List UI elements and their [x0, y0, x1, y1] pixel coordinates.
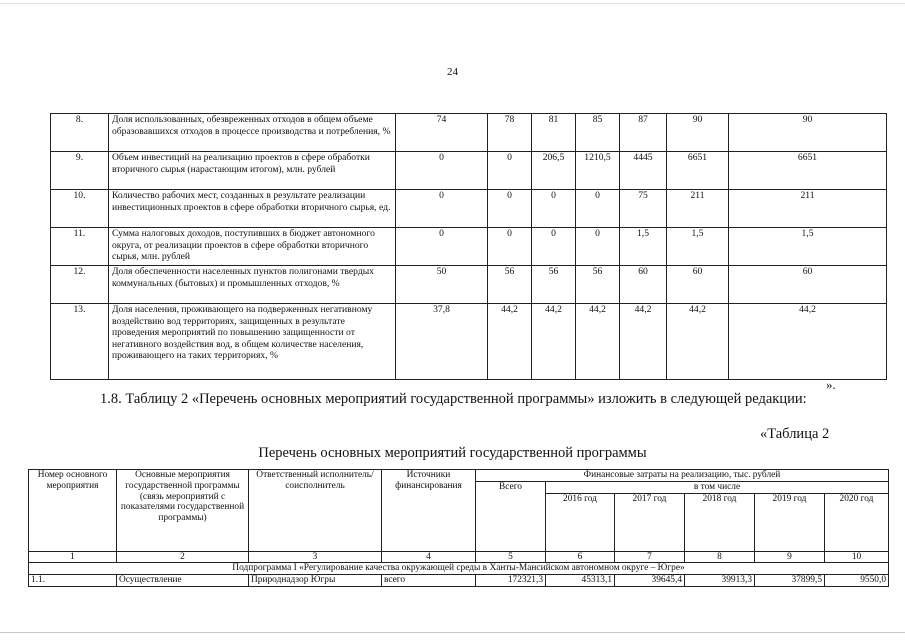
row-number: 9.: [51, 152, 109, 190]
amendment-paragraph: 1.8. Таблицу 2 «Перечень основных мероприятий государственной программы» изложить в следующей редакции:: [100, 391, 807, 407]
top-scan-edge: [0, 3, 905, 4]
table-row: [51, 190, 887, 228]
closing-quote: ».: [826, 377, 836, 392]
header-including: в том числе: [546, 481, 889, 493]
indicator-description: Доля обеспеченности населенных пунктов полигонами твердых коммунальных (бытовых) и промышленных отходов, %: [109, 266, 396, 304]
indicator-value: 0: [532, 190, 576, 228]
header-financial: Финансовые затраты на реализацию, тыс. рублей: [476, 470, 889, 482]
indicator-value: 1210,5: [576, 152, 620, 190]
indicator-value: 1,5: [620, 228, 667, 266]
indicator-value: 1,5: [667, 228, 729, 266]
activity-source: всего: [382, 575, 476, 587]
indicator-value: 44,2: [667, 304, 729, 380]
value-2018: 39913,3: [685, 575, 755, 587]
table-row: [51, 304, 887, 380]
header-year: 2016 год: [546, 493, 615, 551]
table-row: [29, 575, 889, 587]
indicator-value: 56: [576, 266, 620, 304]
indicator-value: 206,5: [532, 152, 576, 190]
column-number: 1: [29, 551, 117, 563]
row-number: 10.: [51, 190, 109, 228]
subprogram-title: Подпрограмма I «Регулирование качества окружающей среды в Ханты-Мансийском автономном округе – Югре»: [29, 563, 889, 575]
header-sources: Источники финансирования: [382, 470, 476, 552]
indicator-value: 44,2: [488, 304, 532, 380]
row-number: 12.: [51, 266, 109, 304]
indicator-value: 1,5: [729, 228, 887, 266]
header-year: 2018 год: [685, 493, 755, 551]
indicator-value: 211: [667, 190, 729, 228]
row-number: 8.: [51, 114, 109, 152]
indicator-value: 78: [488, 114, 532, 152]
indicator-value: 44,2: [532, 304, 576, 380]
activity-number: 1.1.: [29, 575, 117, 587]
bottom-scan-edge: [0, 632, 905, 633]
table-row: [51, 266, 887, 304]
header-activities: Основные мероприятия государственной программы (связь мероприятий с показателями государственной программы): [117, 470, 249, 552]
indicator-value: 0: [396, 190, 488, 228]
table-row: [51, 228, 887, 266]
column-number: 8: [685, 551, 755, 563]
activity-name: Осуществление: [117, 575, 249, 587]
indicator-value: 0: [488, 228, 532, 266]
table-row: [51, 152, 887, 190]
header-year: 2017 год: [615, 493, 685, 551]
indicator-value: 0: [488, 152, 532, 190]
indicator-value: 85: [576, 114, 620, 152]
indicator-value: 74: [396, 114, 488, 152]
table-title: Перечень основных мероприятий государственной программы: [258, 445, 647, 461]
indicator-value: 60: [620, 266, 667, 304]
value-2016: 45313,1: [546, 575, 615, 587]
indicator-description: Объем инвестиций на реализацию проектов в сфере обработки вторичного сырья (нарастающим итогом), млн. рублей: [109, 152, 396, 190]
column-number: 7: [615, 551, 685, 563]
header-year: 2020 год: [825, 493, 889, 551]
table-row: [51, 114, 887, 152]
indicator-value: 90: [729, 114, 887, 152]
header-number: Номер основного мероприятия: [29, 470, 117, 552]
activity-executor: Природнадзор Югры: [249, 575, 382, 587]
indicator-value: 211: [729, 190, 887, 228]
header-executor: Ответственный исполнитель/соисполнитель: [249, 470, 382, 552]
column-number: 3: [249, 551, 382, 563]
indicator-value: 0: [532, 228, 576, 266]
indicator-value: 0: [488, 190, 532, 228]
column-number: 2: [117, 551, 249, 563]
column-number: 5: [476, 551, 546, 563]
indicator-description: Доля использованных, обезвреженных отходов в общем объеме образовавшихся отходов в процессе производства и потребления, %: [109, 114, 396, 152]
indicator-value: 90: [667, 114, 729, 152]
indicator-value: 0: [576, 190, 620, 228]
column-number: 9: [755, 551, 825, 563]
indicator-value: 0: [576, 228, 620, 266]
indicator-value: 81: [532, 114, 576, 152]
indicators-table: [50, 113, 887, 380]
indicator-value: 50: [396, 266, 488, 304]
header-year: 2019 год: [755, 493, 825, 551]
value-2017: 39645,4: [615, 575, 685, 587]
indicator-value: 44,2: [729, 304, 887, 380]
indicator-value: 37,8: [396, 304, 488, 380]
indicator-value: 75: [620, 190, 667, 228]
indicator-description: Количество рабочих мест, созданных в результате реализации инвестиционных проектов в сфере обработки вторичного сырья, ед.: [109, 190, 396, 228]
row-number: 13.: [51, 304, 109, 380]
activities-table: [28, 469, 889, 587]
indicator-value: 4445: [620, 152, 667, 190]
indicator-value: 60: [667, 266, 729, 304]
indicator-description: Доля населения, проживающего на подверженных негативному воздействию вод территориях, защищенных в результате проведения мероприятий по повышению защищенности от негативного воздействия вод, в общем количестве населения, проживающего на таких территориях, %: [109, 304, 396, 380]
header-total: Всего: [476, 481, 546, 551]
column-number: 10: [825, 551, 889, 563]
indicator-value: 6651: [667, 152, 729, 190]
table-reference: «Таблица 2: [760, 426, 830, 442]
column-number: 4: [382, 551, 476, 563]
indicator-value: 44,2: [576, 304, 620, 380]
indicator-value: 6651: [729, 152, 887, 190]
indicators-table-body: [51, 114, 887, 380]
indicator-value: 56: [532, 266, 576, 304]
page-number: 24: [447, 66, 458, 78]
indicator-value: 60: [729, 266, 887, 304]
value-2020: 9550,0: [825, 575, 889, 587]
subprogram-row: [29, 563, 889, 575]
indicator-value: 44,2: [620, 304, 667, 380]
indicator-value: 56: [488, 266, 532, 304]
indicator-value: 0: [396, 152, 488, 190]
value-total: 172321,3: [476, 575, 546, 587]
indicator-value: 0: [396, 228, 488, 266]
header-row: [29, 470, 889, 482]
column-number: 6: [546, 551, 615, 563]
value-2019: 37899,5: [755, 575, 825, 587]
indicator-description: Сумма налоговых доходов, поступивших в бюджет автономного округа, от реализации проектов в сфере обработки вторичного сырья, млн. рублей: [109, 228, 396, 266]
indicator-value: 87: [620, 114, 667, 152]
row-number: 11.: [51, 228, 109, 266]
column-number-row: [29, 551, 889, 563]
